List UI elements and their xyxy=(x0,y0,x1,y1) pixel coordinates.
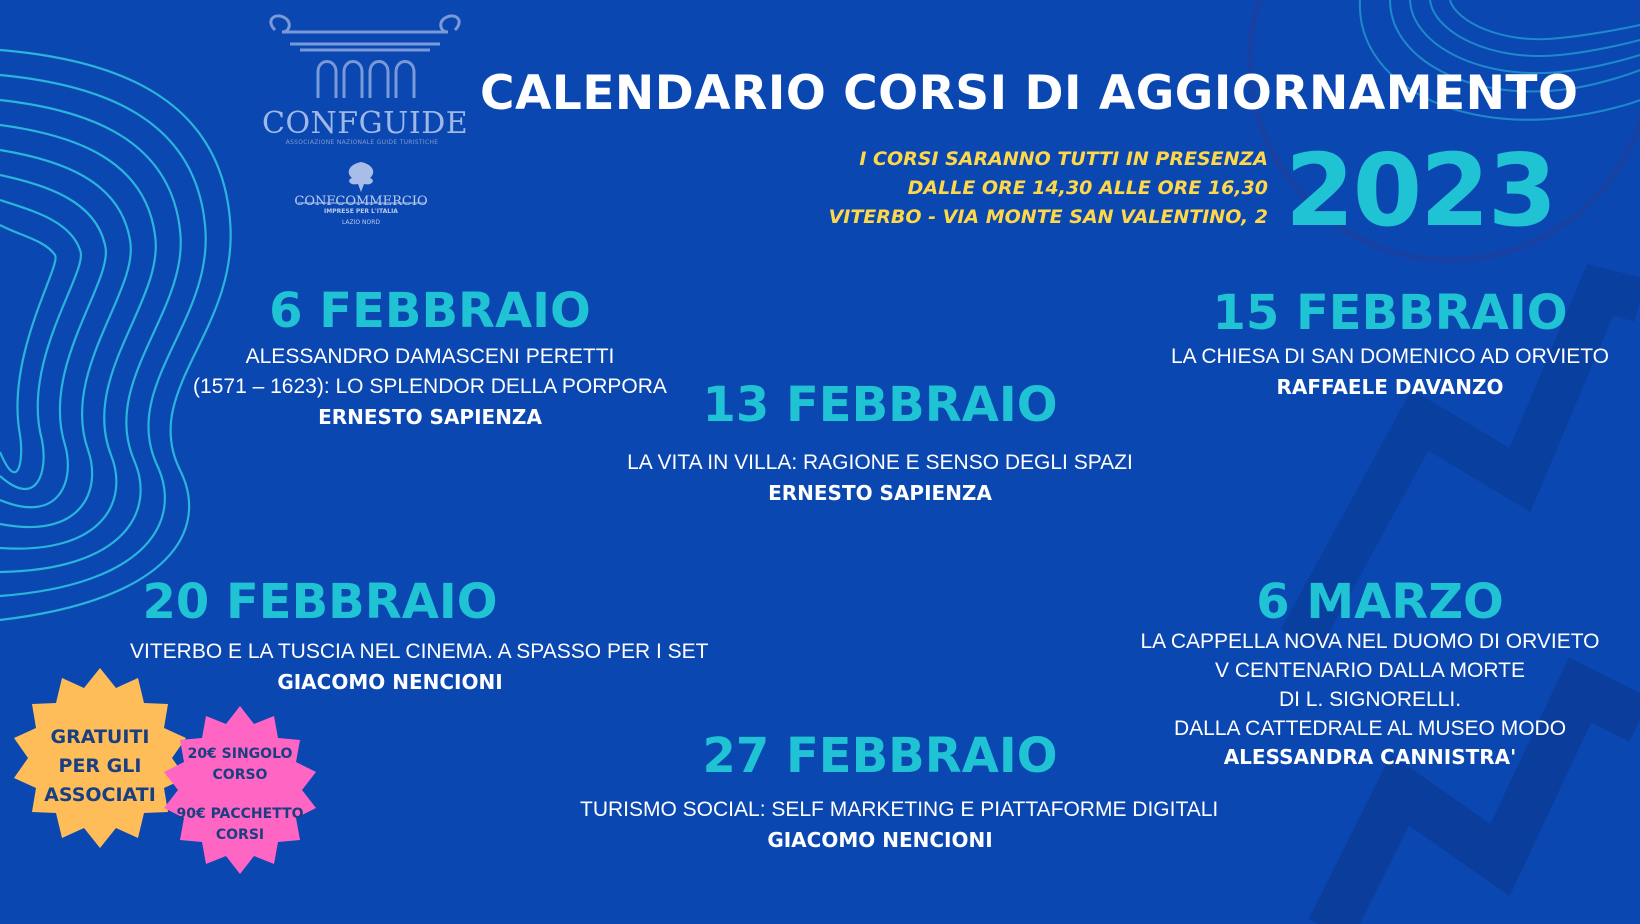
confcommercio-logo-text: CONFCOMMERCIO xyxy=(294,194,428,209)
year-label: 2023 xyxy=(1285,132,1556,249)
event-date: 15 FEBBRAIO xyxy=(1212,285,1568,341)
confcommercio-logo-region: LAZIO NORD xyxy=(341,219,381,226)
event-date: 6 MARZO xyxy=(1256,574,1504,630)
info-block xyxy=(829,145,1268,232)
eagle-logo-icon xyxy=(349,162,373,192)
badge-line: GRATUITI xyxy=(50,726,150,748)
event-title-line: V CENTENARIO DALLA MORTE xyxy=(1214,659,1526,682)
event-date: 6 FEBBRAIO xyxy=(269,283,591,339)
event-title-line: LA VITA IN VILLA: RAGIONE E SENSO DEGLI SPAZI xyxy=(627,451,1133,474)
event-title-line: VITERBO E LA TUSCIA NEL CINEMA. A SPASSO PER I SET xyxy=(130,640,709,663)
event-title-line: (1571 – 1623): LO SPLENDOR DELLA PORPORA xyxy=(193,375,667,398)
event-date: 13 FEBBRAIO xyxy=(702,377,1058,433)
event-6-febbraio xyxy=(170,282,690,432)
event-speaker: ALESSANDRA CANNISTRA' xyxy=(1223,745,1517,769)
info-line-hours: DALLE ORE 14,30 ALLE ORE 16,30 xyxy=(907,177,1268,199)
event-27-febbraio xyxy=(580,727,1219,855)
event-title-line: DALLA CATTEDRALE AL MUSEO MODO xyxy=(1173,717,1567,740)
badge-line: PER GLI xyxy=(58,755,142,777)
event-20-febbraio xyxy=(130,573,709,697)
free-for-members-badge xyxy=(28,723,172,810)
confguide-logo-text: CONFGUIDE xyxy=(262,106,469,141)
event-title-line: DI L. SIGNORELLI. xyxy=(1278,688,1462,711)
badge-line: 20€ SINGOLO xyxy=(187,746,293,762)
price-badge xyxy=(170,744,310,846)
event-date: 27 FEBBRAIO xyxy=(702,728,1058,784)
event-title-line: LA CHIESA DI SAN DOMENICO AD ORVIETO xyxy=(1170,345,1609,368)
event-speaker: ERNESTO SAPIENZA xyxy=(768,481,992,505)
event-speaker: GIACOMO NENCIONI xyxy=(767,828,993,852)
event-speaker: GIACOMO NENCIONI xyxy=(277,670,503,694)
event-speaker: RAFFAELE DAVANZO xyxy=(1276,375,1504,399)
confcommercio-logo-subtitle: IMPRESE PER L'ITALIA xyxy=(324,208,398,215)
event-title-line: TURISMO SOCIAL: SELF MARKETING E PIATTAFORME DIGITALI xyxy=(580,798,1219,821)
event-speaker: ERNESTO SAPIENZA xyxy=(318,405,542,429)
badge-line: CORSI xyxy=(215,827,265,843)
event-title-line: ALESSANDRO DAMASCENI PERETTI xyxy=(245,345,615,368)
column-logo-icon xyxy=(271,16,459,98)
badge-line: ASSOCIATI xyxy=(44,784,156,806)
badge-line: 90€ PACCHETTO xyxy=(176,806,304,822)
page-title: CALENDARIO CORSI DI AGGIORNAMENTO xyxy=(480,66,1579,121)
event-title-line: LA CAPPELLA NOVA NEL DUOMO DI ORVIETO xyxy=(1140,630,1600,653)
event-date: 20 FEBBRAIO xyxy=(142,574,498,630)
confguide-logo-subtitle: ASSOCIAZIONE NAZIONALE GUIDE TURISTICHE xyxy=(285,139,439,146)
info-line-address: VITERBO - VIA MONTE SAN VALENTINO, 2 xyxy=(828,206,1268,228)
badge-line: CORSO xyxy=(212,767,268,783)
event-13-febbraio xyxy=(620,376,1140,508)
info-line-presence: I CORSI SARANNO TUTTI IN PRESENZA xyxy=(859,148,1268,170)
event-15-febbraio xyxy=(1160,284,1620,402)
event-6-marzo xyxy=(1120,573,1620,771)
